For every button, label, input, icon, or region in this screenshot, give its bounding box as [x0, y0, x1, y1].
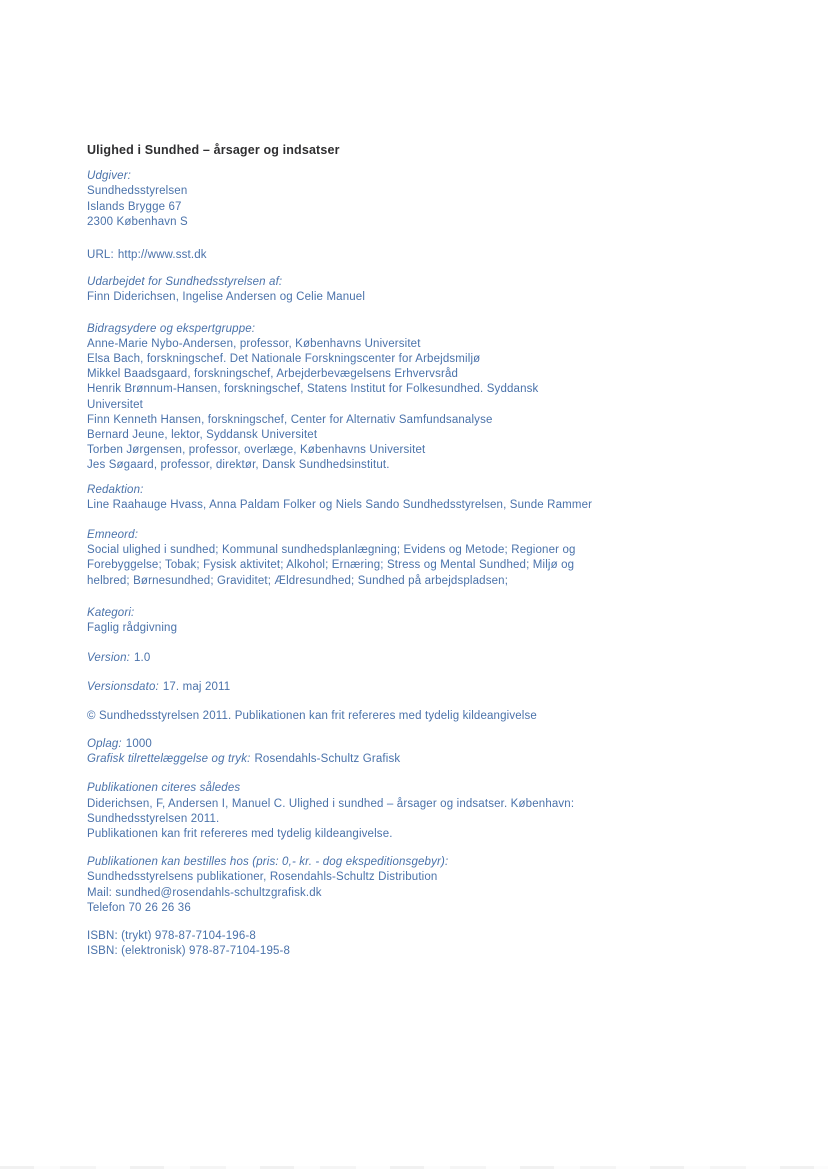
version-date-value: 17. maj 2011	[162, 681, 231, 694]
print-run-label: Oplag:	[87, 737, 122, 750]
contributors-label: Bidragsydere og ekspertgruppe:	[87, 322, 256, 335]
text-line: Finn Kenneth Hansen, forskningschef, Center for Alternativ Samfundsanalyse	[87, 413, 493, 426]
print-run-line	[87, 737, 768, 752]
graphic-production-line	[87, 752, 768, 767]
citation-section	[87, 781, 768, 842]
text-line: Anne-Marie Nybo-Andersen, professor, Københavns Universitet	[87, 337, 421, 350]
publisher-lines	[87, 184, 768, 230]
text-line: Sundhedsstyrelsen 2011.	[87, 812, 220, 825]
text-line: Faglig rådgivning	[87, 622, 178, 635]
graphic-production-value: Rosendahls-Schultz Grafisk	[254, 753, 401, 766]
ordering-section	[87, 855, 768, 916]
isbn-section	[87, 929, 768, 959]
contributors-lines	[87, 337, 768, 474]
graphic-production-label: Grafisk tilrettelæggelse og tryk:	[87, 753, 251, 766]
citation-lines	[87, 797, 768, 843]
url-label: URL:	[87, 249, 114, 262]
isbn-lines	[87, 929, 768, 959]
text-line: ISBN: (trykt) 978-87-7104-196-8	[87, 929, 256, 942]
text-line: Telefon 70 26 26 36	[87, 901, 191, 914]
print-info-section	[87, 737, 768, 767]
category-lines	[87, 621, 768, 636]
text-line: Universitet	[87, 398, 143, 411]
version-date-line	[87, 680, 768, 695]
text-line: Bernard Jeune, lektor, Syddansk Universitet	[87, 429, 318, 442]
text-line: Line Raahauge Hvass, Anna Paldam Folker og Niels Sando Sundhedsstyrelsen, Sunde Rammer	[87, 498, 593, 511]
version-section	[87, 651, 768, 666]
text-line: helbred; Børnesundhed; Graviditet; Ældresundhed; Sundhed på arbejdspladsen;	[87, 574, 509, 587]
category-label: Kategori:	[87, 606, 135, 619]
contributors-section	[87, 322, 768, 474]
url-line	[87, 248, 768, 263]
keywords-section	[87, 528, 768, 589]
version-date-section	[87, 680, 768, 695]
editors-label: Redaktion:	[87, 483, 144, 496]
version-value: 1.0	[133, 652, 151, 665]
citation-label: Publikationen citeres således	[87, 782, 241, 795]
publisher-label: Udgiver:	[87, 170, 132, 183]
version-label: Version:	[87, 652, 130, 665]
text-line: Mikkel Baadsgaard, forskningschef, Arbejderbevægelsens Erhvervsråd	[87, 368, 459, 381]
text-line: Henrik Brønnum-Hansen, forskningschef, Statens Institut for Folkesundhed. Syddansk	[87, 383, 539, 396]
copyright-line: © Sundhedsstyrelsen 2011. Publikationen kan frit refereres med tydelig kildeangivelse	[87, 709, 537, 722]
text-line: ISBN: (elektronisk) 978-87-7104-195-8	[87, 945, 291, 958]
text-line: Social ulighed i sundhed; Kommunal sundhedsplanlægning; Evidens og Metode; Regioner og	[87, 544, 576, 557]
text-line: Diderichsen, F, Andersen I, Manuel C. Ulighed i sundhed – årsager og indsatser. København:	[87, 797, 575, 810]
version-date-label: Versionsdato:	[87, 681, 159, 694]
text-line: Forebyggelse; Tobak; Fysisk aktivitet; Alkohol; Ernæring; Stress og Mental Sundhed; Miljø og	[87, 559, 575, 572]
keywords-lines	[87, 543, 768, 589]
keywords-label: Emneord:	[87, 529, 139, 542]
publisher-section	[87, 169, 768, 230]
url-value: http://www.sst.dk	[117, 249, 207, 262]
text-line: Jes Søgaard, professor, direktør, Dansk Sundhedsinstitut.	[87, 459, 390, 472]
text-line: Publikationen kan frit refereres med tydelig kildeangivelse.	[87, 827, 393, 840]
copyright-section	[87, 709, 768, 724]
page-title: Ulighed i Sundhed – årsager og indsatser	[87, 143, 340, 157]
editors-section	[87, 483, 768, 513]
text-line: 2300 København S	[87, 215, 188, 228]
category-section	[87, 606, 768, 636]
text-line: Torben Jørgensen, professor, overlæge, Københavns Universitet	[87, 444, 426, 457]
prepared-by-label: Udarbejdet for Sundhedsstyrelsen af:	[87, 276, 283, 289]
ordering-label: Publikationen kan bestilles hos (pris: 0,- kr. - dog ekspeditionsgebyr):	[87, 856, 449, 869]
prepared-by-section	[87, 275, 768, 305]
text-line: Sundhedsstyrelsens publikationer, Rosendahls-Schultz Distribution	[87, 871, 438, 884]
text-line: Islands Brygge 67	[87, 200, 182, 213]
prepared-by-lines	[87, 290, 768, 305]
version-line	[87, 651, 768, 666]
text-line: Elsa Bach, forskningschef. Det Nationale Forskningscenter for Arbejdsmiljø	[87, 353, 481, 366]
text-line: Sundhedsstyrelsen	[87, 185, 188, 198]
url-section	[87, 248, 768, 263]
editors-lines	[87, 498, 768, 513]
ordering-lines	[87, 870, 768, 916]
print-run-value: 1000	[125, 737, 152, 750]
text-line: Mail: sundhed@rosendahls-schultzgrafisk.dk	[87, 886, 322, 899]
text-line: Finn Diderichsen, Ingelise Andersen og Celie Manuel	[87, 291, 366, 304]
